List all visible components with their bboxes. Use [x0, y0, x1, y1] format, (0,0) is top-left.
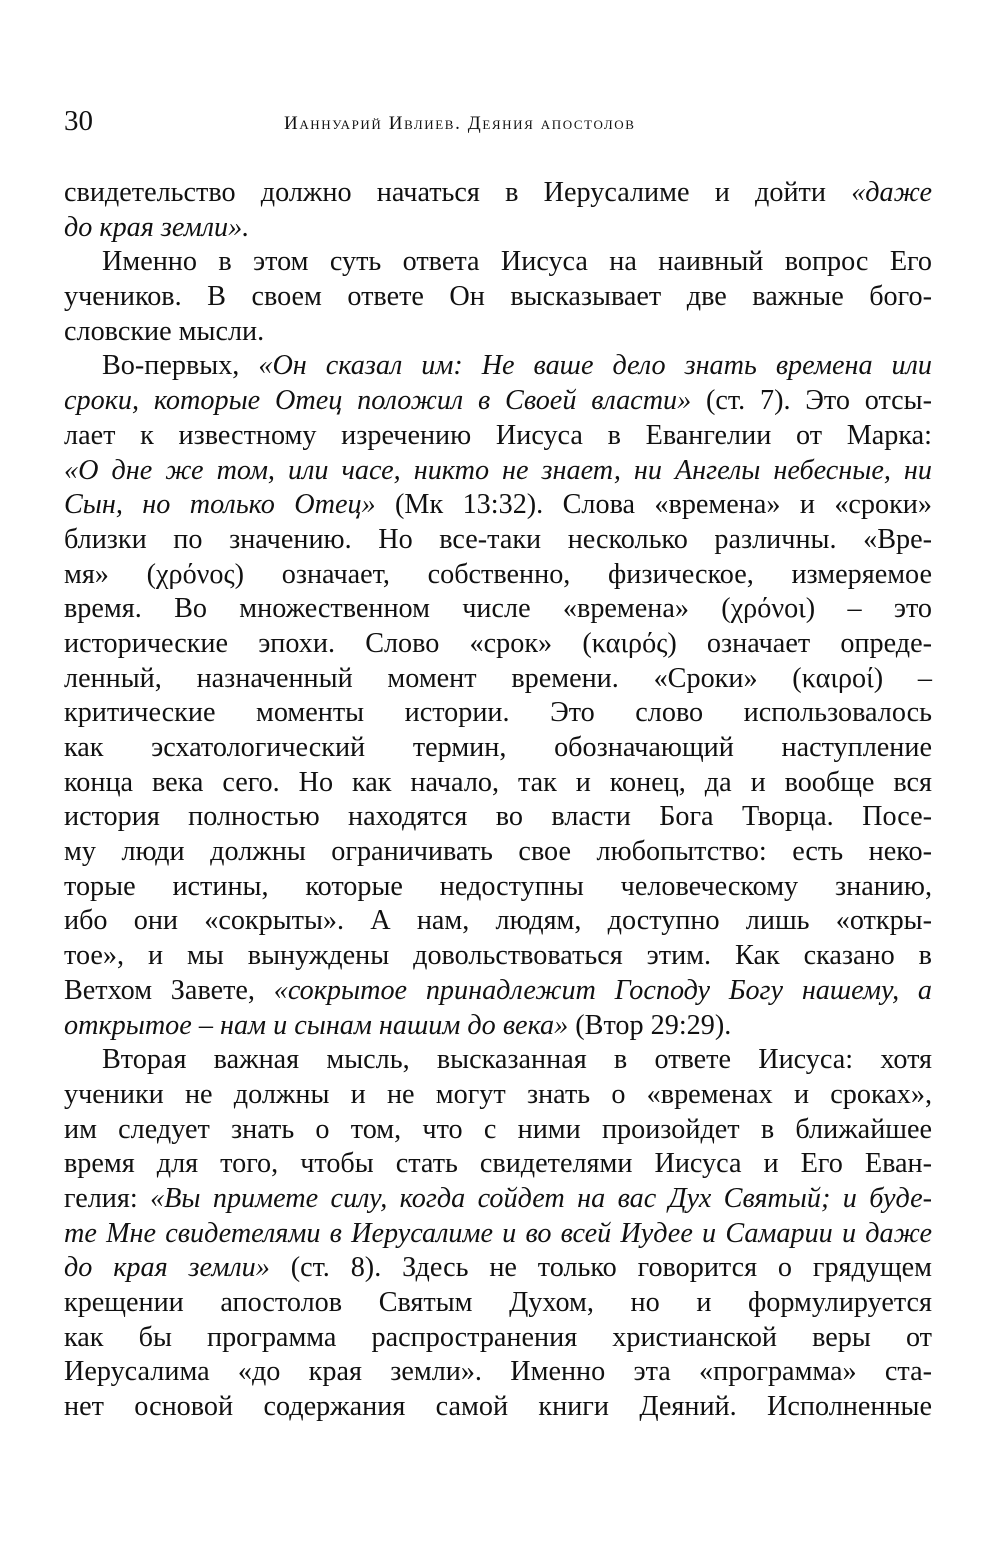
text-line [64, 488, 932, 523]
quote-segment: «Он сказал им: Не ваше дело знать времена или [258, 350, 933, 382]
text-line [64, 419, 932, 454]
text-segment: тое», и мы вынуждены довольствоваться этим. Как сказано в [64, 940, 932, 972]
text-line [64, 1009, 932, 1044]
text-line [64, 835, 932, 870]
quote-segment: открытое – нам и сынам нашим до века» [64, 1009, 569, 1041]
text-segment: му люди должны ограничивать свое любопытство: есть неко- [64, 836, 932, 868]
text-segment: время для того, чтобы стать свидетелями Иисуса и Его Еван- [64, 1148, 932, 1180]
quote-segment: сроки, которые Отец положил в Своей власти» [64, 385, 692, 417]
text-line [64, 1390, 932, 1425]
text-segment: исторические эпохи. Слово «срок» (καιρός) означает опреде- [64, 627, 932, 659]
text-segment: Именно в этом суть ответа Иисуса на наивный вопрос Его [102, 246, 932, 278]
text-segment: крещении апостолов Святым Духом, но и формулируется [64, 1287, 932, 1318]
text-segment: Иерусалима «до края земли». Именно эта «программа» ста- [64, 1356, 932, 1388]
text-line [64, 1078, 932, 1113]
text-segment: критические моменты истории. Это слово использовалось [64, 697, 932, 729]
text-segment: ленный, назначенный момент времени. «Сроки» (καιροί) – [64, 662, 932, 694]
text-line [64, 1321, 932, 1356]
text-segment: (Втор 29:29). [568, 1009, 732, 1041]
text-line [64, 1147, 932, 1182]
text-line [64, 974, 932, 1009]
text-segment: (Мк 13:32). Слова «времена» и «сроки» [375, 489, 932, 521]
text-line [64, 1251, 932, 1286]
quote-segment: те Мне свидетелями в Иерусалиме и во всей Иудее и Самарии и даже [64, 1217, 932, 1249]
quote-segment: до края земли». [64, 211, 250, 243]
text-line [64, 870, 932, 905]
text-line [64, 384, 932, 419]
text-line [64, 731, 932, 766]
text-segment: как эсхатологический термин, обозначающий наступление [64, 732, 932, 763]
text-line [64, 211, 932, 246]
text-segment: словские мысли. [64, 315, 265, 347]
text-line [64, 939, 932, 974]
text-segment: лает к известному изречению Иисуса в Евангелии от Марка: [64, 419, 932, 451]
text-segment: близки по значению. Но все-таки несколько различны. «Вре- [64, 523, 932, 555]
text-line [64, 315, 932, 350]
text-line [64, 1113, 932, 1148]
text-segment: гелия: [64, 1182, 151, 1214]
text-line [64, 454, 932, 489]
text-segment: свидетельство должно начаться в Иерусалиме и дойти [64, 177, 852, 208]
text-segment: конца века сего. Но как начало, так и конец, да и вообще вся [64, 766, 932, 798]
text-segment: (ст. 8). Здесь не только говорится о грядущем [269, 1252, 933, 1284]
text-line [64, 592, 932, 627]
text-line [64, 766, 932, 801]
text-segment: мя» (χρόνος) означает, собственно, физическое, измеряемое [64, 558, 932, 590]
text-segment: история полностью находятся во власти Бога Творца. Посе- [64, 801, 932, 833]
page-number: 30 [64, 105, 93, 137]
text-segment: им следует знать о том, что с ними произойдет в ближайшее [64, 1113, 932, 1145]
text-segment: ученики не должны и не могут знать о «временах и сроках», [64, 1078, 932, 1110]
text-line [64, 523, 932, 558]
text-line [64, 245, 932, 280]
body-text [64, 176, 932, 1425]
text-segment: как бы программа распространения христианской веры от [64, 1321, 932, 1353]
text-line [64, 1217, 932, 1252]
text-segment: учеников. В своем ответе Он высказывает две важные бого- [64, 281, 932, 313]
text-line [64, 176, 932, 211]
running-head: Ианнуарий Ивлиев. Деяния апостолов [284, 113, 636, 134]
text-line [64, 280, 932, 315]
text-line [64, 1043, 932, 1078]
quote-segment: «даже [851, 177, 932, 208]
text-line [64, 627, 932, 662]
text-line [64, 696, 932, 731]
quote-segment: до края земли» [64, 1252, 270, 1284]
text-line [64, 349, 932, 384]
text-line [64, 904, 932, 939]
text-line [64, 662, 932, 697]
text-line [64, 800, 932, 835]
text-line [64, 558, 932, 593]
text-line [64, 1286, 932, 1321]
text-segment: торые истины, которые недоступны человеческому знанию, [64, 870, 932, 902]
quote-segment: Сын, но только Отец» [64, 489, 376, 521]
text-line [64, 1182, 932, 1217]
quote-segment: «сокрытое принадлежит Господу Богу нашему, а [273, 974, 932, 1006]
text-segment: ибо они «сокрыты». А нам, людям, доступно лишь «откры- [64, 905, 932, 937]
text-segment: время. Во множественном числе «времена» (χρόνοι) – это [64, 593, 932, 625]
quote-segment: «Вы примете силу, когда сойдет на вас Дух Святый; и буде- [150, 1182, 932, 1214]
text-segment: нет основой содержания самой книги Деяний. Исполненные [64, 1391, 932, 1423]
quote-segment: «О дне же том, или часе, никто не знает, ни Ангелы небесные, ни [64, 454, 932, 486]
text-line [64, 1355, 932, 1390]
text-segment: (ст. 7). Это отсы- [691, 385, 932, 417]
text-segment: Ветхом Завете, [64, 974, 274, 1006]
text-segment: Вторая важная мысль, высказанная в ответе Иисуса: хотя [102, 1044, 932, 1076]
text-segment: Во-первых, [102, 350, 259, 382]
